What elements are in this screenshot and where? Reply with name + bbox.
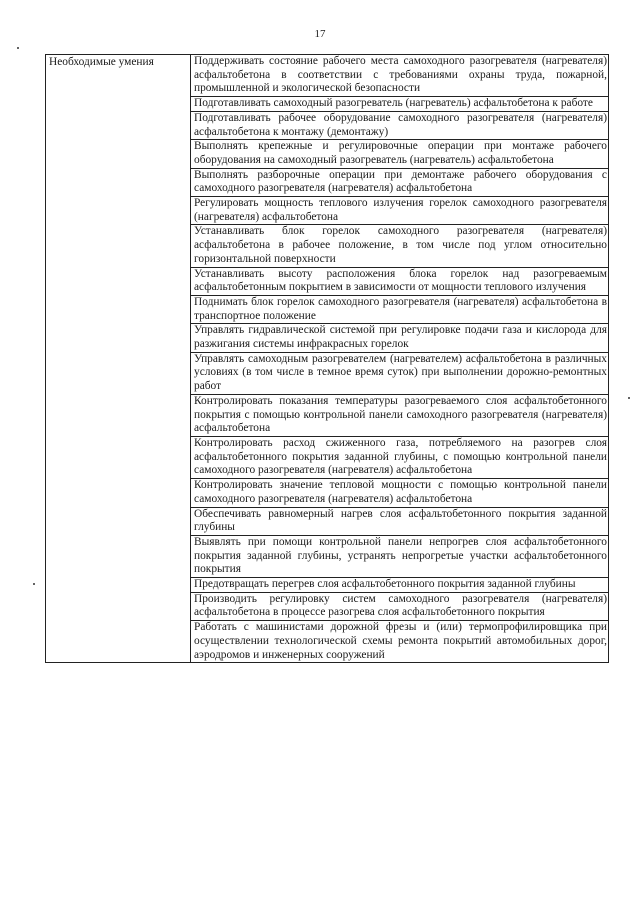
skill-text: Производить регулировку систем самоходного разогревателя (нагревателя) асфальтобетона в процессе разогрева слоя асфальтобетонного покрытия xyxy=(194,592,607,619)
skill-text: Работать с машинистами дорожной фрезы и (или) термопрофилировщика при осуществлении технологической схемы ремонта покрытий автомобильных дорог, аэродромов и инженерных сооружений xyxy=(194,621,607,661)
skill-cell xyxy=(191,55,609,97)
skills-table-body xyxy=(46,55,609,663)
skill-text: Устанавливать высоту расположения блока горелок над разогреваемым асфальтобетонным покрытием в зависимости от мощности теплового излучения xyxy=(194,267,607,294)
skill-cell xyxy=(191,535,609,577)
skill-cell xyxy=(191,479,609,507)
scan-speck xyxy=(628,397,630,399)
skill-cell xyxy=(191,111,609,139)
skill-cell xyxy=(191,507,609,535)
skill-cell xyxy=(191,97,609,112)
skill-text: Предотвращать перегрев слоя асфальтобетонного покрытия заданной глубины xyxy=(194,578,576,591)
scan-speck xyxy=(33,583,35,585)
skill-cell xyxy=(191,168,609,196)
skill-text: Контролировать значение тепловой мощности с помощью контрольной панели самоходного разогревателя (нагревателя) асфальтобетона xyxy=(194,479,607,505)
skills-table xyxy=(45,54,609,663)
skill-text: Управлять самоходным разогревателем (нагревателем) асфальтобетона в различных условиях (в том числе в темное время суток) при выполнении дорожно-ремонтных работ xyxy=(194,352,607,393)
skill-text: Устанавливать блок горелок самоходного разогревателя (нагревателя) асфальтобетона в рабочее положение, в том числе под углом относительно горизонтальной поверхности xyxy=(194,225,607,265)
skill-cell xyxy=(191,578,609,593)
skill-cell xyxy=(191,295,609,323)
requirement-label: Необходимые умения xyxy=(49,56,154,68)
skill-cell xyxy=(191,394,609,436)
skill-text: Контролировать показания температуры разогреваемого слоя асфальтобетонного покрытия с помощью контрольной панели самоходного разогревателя (нагревателя) асфальтобетона xyxy=(194,394,607,435)
skill-cell xyxy=(191,592,609,620)
skill-text: Управлять гидравлической системой при регулировке подачи газа и кислорода для разжигания системы инфракрасных горелок xyxy=(194,324,607,351)
skill-text: Контролировать расход сжиженного газа, потребляемого на разогрев слоя асфальтобетонного покрытия заданной глубины, с помощью контрольной панели самоходного разогревателя (нагревателя) асфальтобетона xyxy=(194,436,607,477)
skill-text: Регулировать мощность теплового излучения горелок самоходного разогревателя (нагревателя) асфальтобетона xyxy=(194,197,607,223)
scan-speck xyxy=(17,47,19,49)
skill-cell xyxy=(191,267,609,295)
requirement-label-cell xyxy=(46,55,191,663)
skill-text: Подготавливать рабочее оборудование самоходного разогревателя (нагревателя) асфальтобетона к монтажу (демонтажу) xyxy=(194,111,607,138)
page-number: 17 xyxy=(314,28,326,40)
skill-cell xyxy=(191,352,609,394)
skill-text: Поддерживать состояние рабочего места самоходного разогревателя (нагревателя) асфальтобетона в соответствии с требованиями охраны труда, пожарной, промышленной и экологической безопасности xyxy=(194,55,607,95)
skill-cell xyxy=(191,225,609,267)
skill-text: Обеспечивать равномерный нагрев слоя асфальтобетонного покрытия заданной глубины xyxy=(194,507,607,534)
skill-text: Выявлять при помощи контрольной панели непрогрев слоя асфальтобетонного покрытия заданной глубины, устранять непрогретые участки асфальтобетонного покрытия xyxy=(194,535,607,576)
skill-text: Поднимать блок горелок самоходного разогревателя (нагревателя) асфальтобетона в транспортное положение xyxy=(194,295,607,322)
table-row xyxy=(46,55,609,97)
skill-cell xyxy=(191,436,609,478)
skill-text: Выполнять крепежные и регулировочные операции при монтаже рабочего оборудования на самоходный разогреватель (нагреватель) асфальтобетона xyxy=(194,140,607,166)
skill-text: Выполнять разборочные операции при демонтаже рабочего оборудования с самоходного разогревателя (нагревателя) асфальтобетона xyxy=(194,168,607,195)
skill-cell xyxy=(191,324,609,352)
skill-cell xyxy=(191,140,609,168)
skill-text: Подготавливать самоходный разогреватель (нагреватель) асфальтобетона к работе xyxy=(194,97,593,110)
skill-cell xyxy=(191,197,609,225)
skill-cell xyxy=(191,621,609,663)
